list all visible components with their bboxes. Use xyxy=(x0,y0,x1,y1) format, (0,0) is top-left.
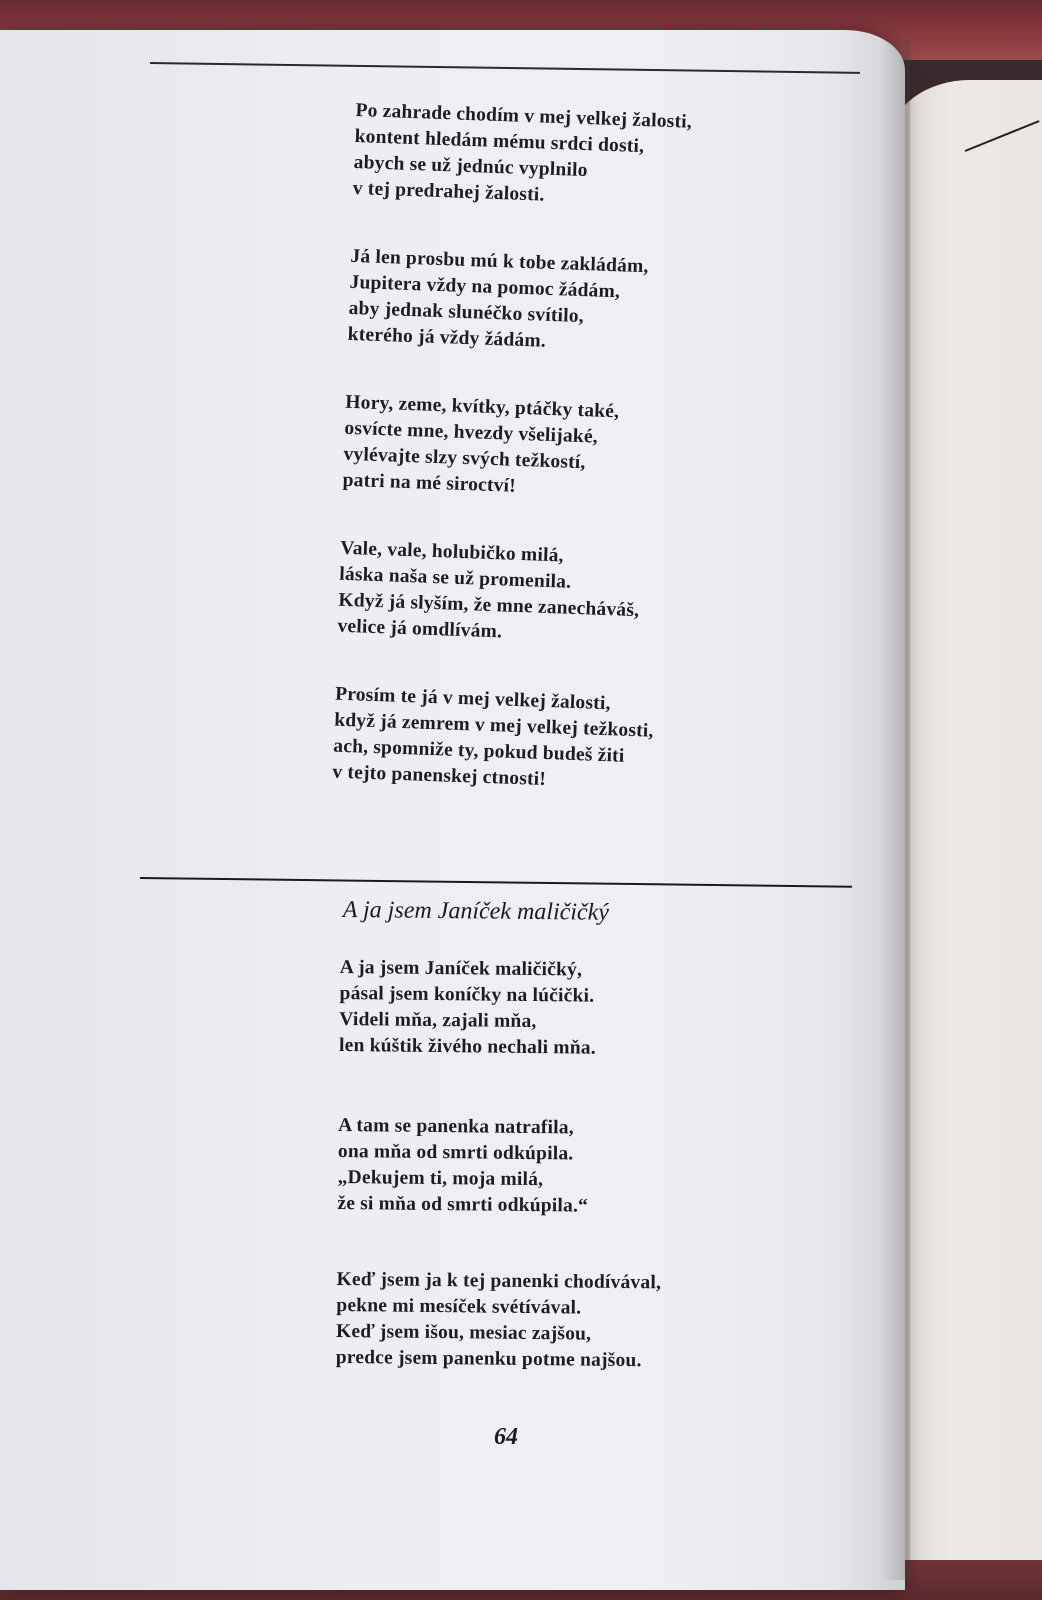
verse-line: Videli mňa, zajali mňa, xyxy=(339,1008,537,1033)
page-gutter-shadow xyxy=(880,40,910,1580)
verse-line: pekne mi mesíček svétívával. xyxy=(336,1294,582,1319)
stanza xyxy=(332,682,655,797)
stanza xyxy=(342,390,619,503)
stanza xyxy=(337,536,641,650)
verse-line: Já len prosbu mú k tobe zakládám, xyxy=(350,245,649,278)
verse-line: ach, spomniže ty, pokud budeš žiti xyxy=(333,735,625,767)
verse-line: osvícte mne, hvezdy všelijaké, xyxy=(344,417,599,448)
verse-line: Hory, zeme, kvítky, ptáčky také, xyxy=(345,391,620,423)
verse-line: Keď jsem ja k tej panenki chodívával, xyxy=(336,1268,662,1294)
poem-title: A ja jsem Janíček maličičký xyxy=(342,897,610,926)
page-number: 64 xyxy=(494,1424,518,1450)
verse-line: kterého já vždy žádám. xyxy=(347,323,547,352)
stanza xyxy=(339,955,597,1062)
verse-line: ona mňa od smrti odkúpila. xyxy=(337,1140,574,1165)
verse-line: velice já omdlívám. xyxy=(337,615,503,643)
verse-line: abych se už jednúc vyplnilo xyxy=(353,151,589,182)
verse-line: predce jsem panenku potme najšou. xyxy=(335,1346,642,1372)
verse-line: aby jednak slunéčko svítilo, xyxy=(348,297,585,328)
verse-line: Po zahrade chodím v mej velkej žalosti, xyxy=(355,99,693,133)
verse-line: pásal jsem koníčky na lúčički. xyxy=(339,982,595,1007)
stanza xyxy=(347,244,649,358)
facing-page xyxy=(890,80,1042,1560)
verse-line: vylévajte slzy svých težkostí, xyxy=(343,443,586,474)
verse-line: láska naša se už promenila. xyxy=(339,563,572,593)
verse-line: kontent hledám mému srdci dosti, xyxy=(354,125,645,158)
verse-line: Jupitera vždy na pomoc žádám, xyxy=(349,271,621,303)
stanza xyxy=(337,1113,589,1220)
verse-line: v tej predrahej žalosti. xyxy=(352,177,545,206)
verse-line: A tam se panenka natrafila, xyxy=(338,1114,574,1139)
verse-line: „Dekujem ti, moja milá, xyxy=(337,1166,544,1191)
verse-line: že si mňa od smrti odkúpila.“ xyxy=(337,1192,589,1217)
stanza xyxy=(352,98,692,214)
stanza xyxy=(336,1267,662,1374)
verse-line: len kúštik živého nechali mňa. xyxy=(338,1034,596,1059)
verse-line: patri na mé siroctví! xyxy=(342,469,517,497)
verse-line: v tejto panenskej ctnosti! xyxy=(332,761,547,791)
verse-line: A ja jsem Janíček maličičký, xyxy=(339,956,583,981)
verse-line: Prosím te já v mej velkej žalosti, xyxy=(334,683,611,715)
verse-line: Keď jsem išou, mesiac zajšou, xyxy=(335,1320,592,1345)
verse-line: když já zemrem v mej velkej težkosti, xyxy=(333,709,654,742)
verse-line: Když já slyším, že mne zanecháváš, xyxy=(338,589,640,622)
verse-line: Vale, vale, holubičko milá, xyxy=(339,537,565,567)
